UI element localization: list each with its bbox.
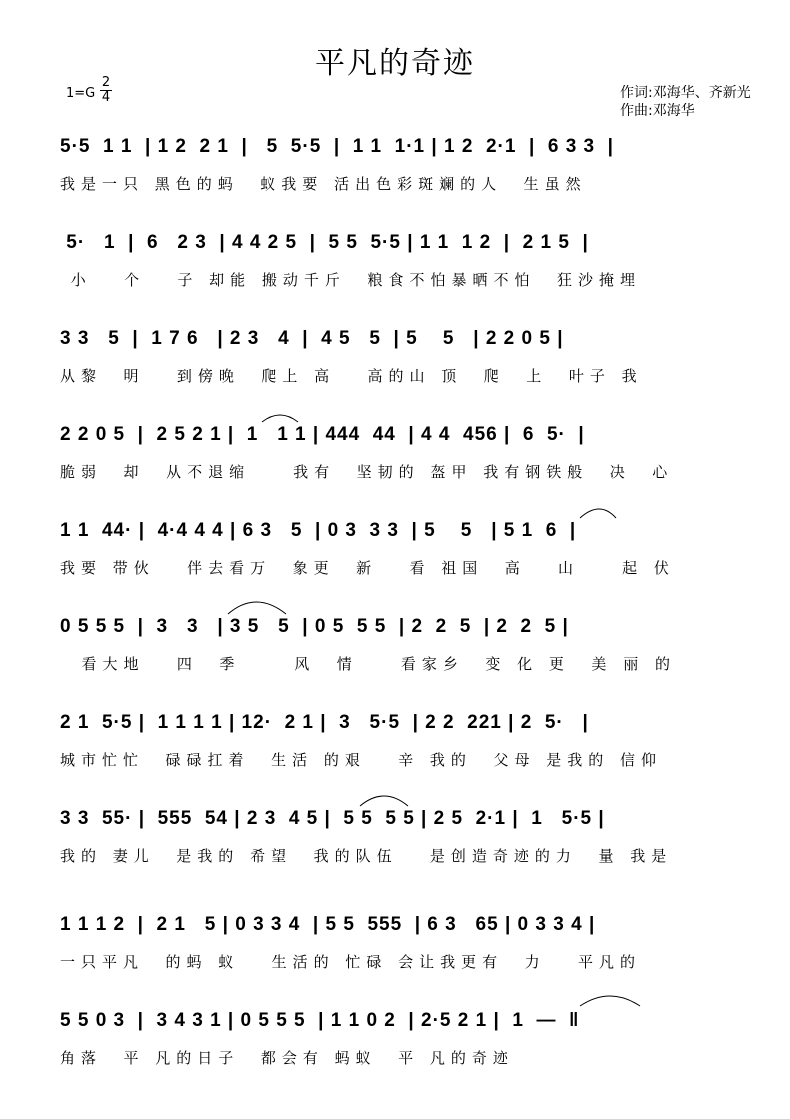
lyrics-line: 角落 平 凡的日子 都会有 蚂蚁 平 凡的奇迹	[60, 1049, 514, 1067]
meter-top: 2	[101, 75, 111, 90]
slur	[228, 602, 286, 614]
notation-line: 5 5 0 3 | 3 4 3 1 | 0 5 5 5 | 1 1 0 2 | 2·5 2 1 | 1 — ‖	[60, 1010, 580, 1031]
notation-line: 0 5 5 5 | 3 3 | 3 5 5 | 0 5 5 5 | 2 2 5 | 2 2 5 |	[60, 616, 569, 637]
lyrics-line: 我是一只 黑色的蚂 蚁我要 活出色彩斑斓的人 生虽然	[60, 175, 587, 193]
lyrics-line: 从黎 明 到傍晚 爬上 高 高的山 顶 爬 上 叶子 我	[60, 367, 643, 385]
slur	[262, 415, 298, 422]
lyricist-credit: 作词:邓海华、齐新光	[620, 85, 751, 101]
notation-line: 5· 1 | 6 2 3 | 4 4 2 5 | 5 5 5·5 | 1 1 1 2 | 2 1 5 |	[60, 232, 589, 253]
lyrics-line: 我的 妻儿 是我的 希望 我的队伍 是创造奇迹的力 量 我是	[60, 847, 673, 865]
notation-line: 2 1 5·5 | 1 1 1 1 | 12· 2 1 | 3 5·5 | 2 2 221 | 2 5· |	[60, 712, 589, 733]
lyrics-line: 城市忙忙 碌碌扛着 生活 的艰 辛 我的 父母 是我的 信仰	[60, 751, 662, 769]
lyrics-line: 一只平凡 的蚂 蚁 生活的 忙碌 会让我更有 力 平凡的	[60, 953, 641, 971]
notation-line: 1 1 44· | 4·4 4 4 | 6 3 5 | 0 3 3 3 | 5 5 | 5 1 6 |	[60, 520, 577, 541]
lyrics-line: 我要 带伙 伴去看万 象更 新 看 祖国 高 山 起 伏	[60, 559, 675, 577]
composer-credit: 作曲:邓海华	[620, 103, 695, 119]
slur	[580, 509, 616, 518]
lyrics-line: 小 个 子 却能 搬动千斤 粮食不怕暴晒不怕 狂沙掩埋	[60, 271, 641, 289]
lyrics-line: 看大地 四 季 风 情 看家乡 变 化 更 美 丽 的	[60, 655, 676, 673]
page-title: 平凡的奇迹	[315, 46, 475, 81]
slur	[360, 796, 408, 806]
notation-line: 3 3 55· | 555 54 | 2 3 4 5 | 5 5 5 5 | 2 5 2·1 | 1 5·5 |	[60, 808, 605, 829]
notation-line: 5·5 1 1 | 1 2 2 1 | 5 5·5 | 1 1 1·1 | 1 2 2·1 | 6 3 3 |	[60, 136, 614, 157]
lyrics-line: 脆弱 却 从不退缩 我有 坚韧的 盔甲 我有钢铁般 决 心	[60, 463, 674, 481]
meter-bottom: 4	[101, 90, 111, 105]
key-signature: 1=G	[66, 86, 96, 101]
slur	[580, 996, 640, 1006]
notation-line: 1 1 1 2 | 2 1 5 | 0 3 3 4 | 5 5 555 | 6 3 65 | 0 3 3 4 |	[60, 914, 596, 935]
notation-line: 3 3 5 | 1 7 6 | 2 3 4 | 4 5 5 | 5 5 | 2 2 0 5 |	[60, 328, 564, 349]
notation-line: 2 2 0 5 | 2 5 2 1 | 1 1 1 | 444 44 | 4 4 456 | 6 5· |	[60, 424, 585, 445]
